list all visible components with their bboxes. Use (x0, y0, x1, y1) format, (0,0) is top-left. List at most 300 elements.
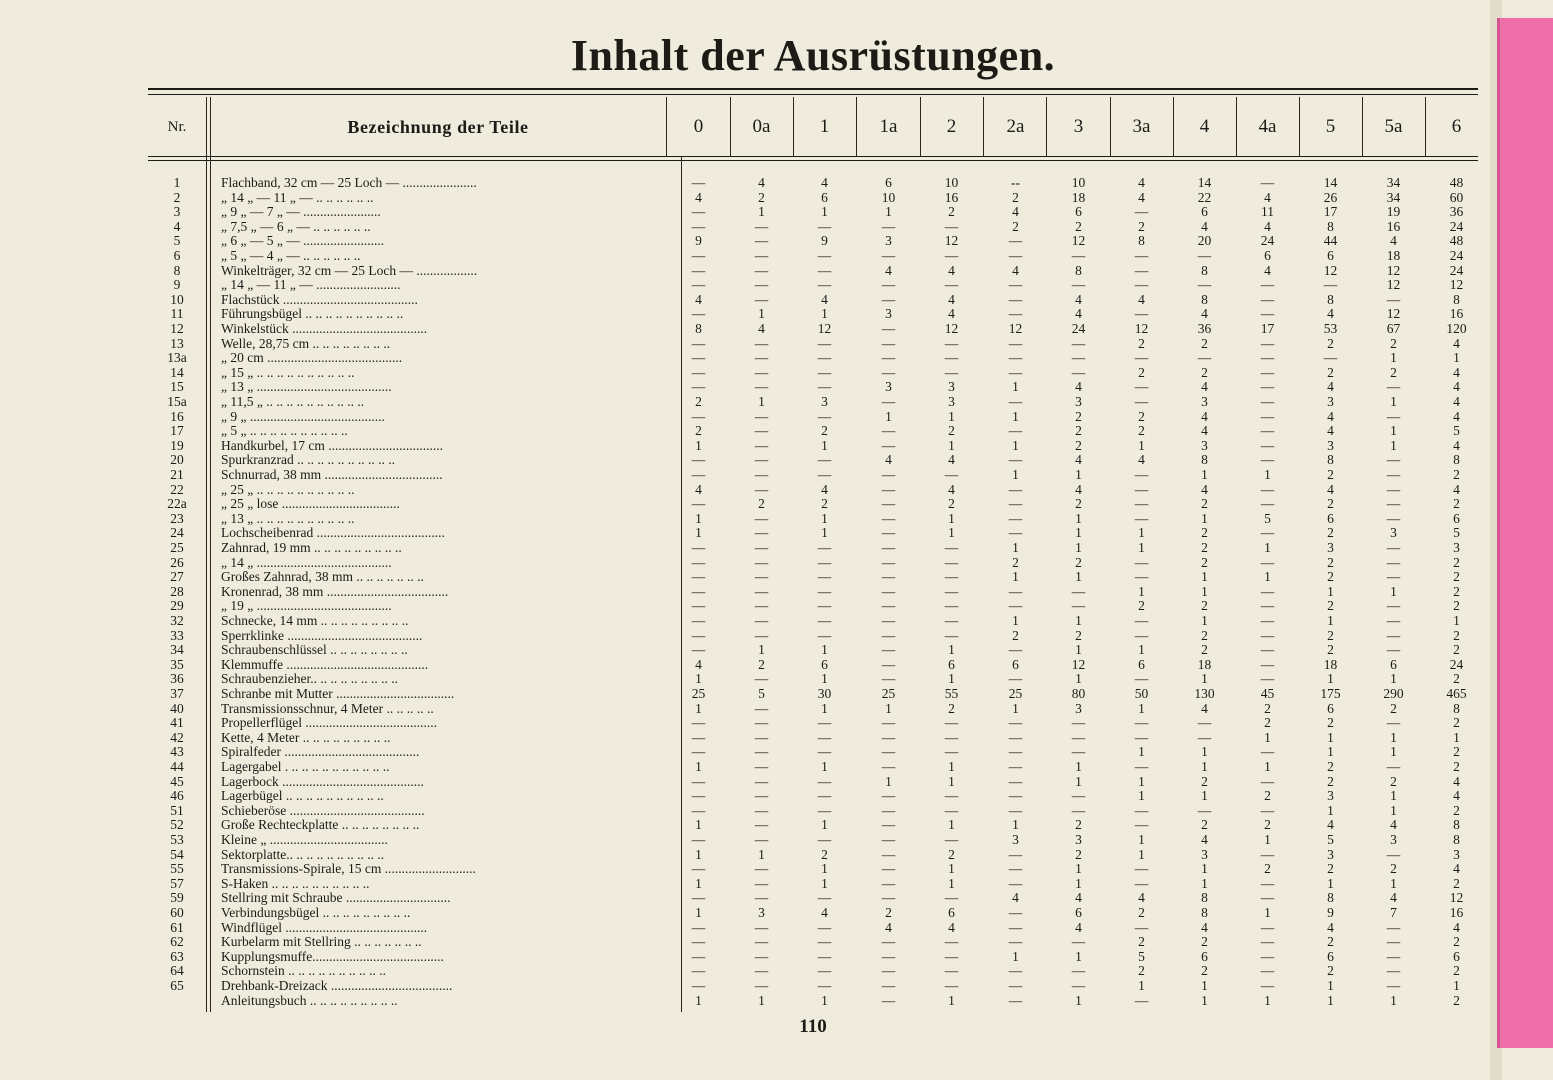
quantity-cell: — (754, 452, 769, 468)
header-col-4: 2 (946, 116, 957, 137)
quantity-cell: 1 (821, 437, 828, 453)
quantity-cell: — (881, 335, 896, 351)
quantity-cell: 2 (1327, 759, 1334, 774)
quantity-cell: 22 (1197, 189, 1212, 205)
quantity-cell: — (817, 729, 832, 745)
quantity-cell: — (1134, 204, 1149, 220)
quantity-cell: — (881, 846, 896, 862)
quantity-cell: — (1008, 729, 1023, 745)
quantity-cell: 8 (1138, 233, 1145, 249)
quantity-cell: 3 (948, 379, 955, 395)
quantity-cell: — (881, 744, 896, 760)
quantity-cell: 1 (948, 671, 955, 687)
quantity-cell: 24 (1449, 656, 1464, 672)
row-number: 65 (170, 978, 184, 993)
quantity-cell: — (1260, 978, 1275, 993)
part-name: Stellring mit Schraube ............................... (221, 891, 451, 906)
quantity-cell: — (1386, 510, 1401, 526)
table-row (148, 643, 1478, 658)
quantity-cell: 4 (695, 481, 702, 497)
quantity-cell: 2 (695, 394, 702, 409)
part-name: Großes Zahnrad, 38 mm .. .. .. .. .. .. .. (221, 570, 424, 585)
header-col-6: 3 (1073, 116, 1084, 137)
table-row (148, 395, 1478, 410)
quantity-cell: 2 (1138, 598, 1145, 614)
quantity-cell: — (1134, 467, 1149, 482)
quantity-cell: 2 (1453, 759, 1460, 774)
quantity-cell: 4 (1012, 890, 1019, 906)
table-row (148, 570, 1478, 585)
row-number: 24 (170, 525, 184, 541)
quantity-cell: — (944, 218, 959, 234)
quantity-cell: 6 (885, 175, 892, 190)
part-name: Schnecke, 14 mm .. .. .. .. .. .. .. .. .. (221, 614, 409, 628)
quantity-cell: 1 (1201, 992, 1208, 1008)
header-column-line (1299, 97, 1300, 157)
quantity-cell: — (1071, 364, 1086, 380)
quantity-cell: 1 (1201, 569, 1208, 585)
quantity-cell: — (1008, 233, 1023, 249)
quantity-cell: 16 (1449, 905, 1464, 920)
quantity-cell: 4 (1453, 861, 1460, 877)
table-row (148, 994, 1478, 1009)
quantity-cell: 2 (1201, 817, 1208, 833)
quantity-cell: 1 (1390, 788, 1397, 804)
quantity-cell: — (1260, 948, 1275, 964)
part-name: „ 14 „ ........................................ (221, 555, 392, 570)
table-row (148, 702, 1478, 717)
part-name: „ 7,5 „ — 6 „ — .. .. .. .. .. .. (221, 219, 371, 234)
quantity-cell: — (691, 335, 706, 351)
quantity-cell: — (754, 481, 769, 497)
quantity-cell: 19 (1386, 204, 1401, 220)
quantity-cell: 1 (1327, 978, 1334, 993)
quantity-cell: 1 (1012, 569, 1019, 585)
quantity-cell: — (1008, 875, 1023, 891)
part-name: Winkelstück ........................................ (221, 322, 428, 336)
quantity-cell: — (691, 569, 706, 585)
quantity-cell: — (1260, 846, 1275, 862)
quantity-cell: 1 (1138, 525, 1145, 541)
quantity-cell: 2 (1327, 934, 1334, 950)
part-name: Zahnrad, 19 mm .. .. .. .. .. .. .. .. .. (221, 541, 402, 555)
quantity-cell: — (817, 963, 832, 979)
quantity-cell: 1 (1453, 350, 1460, 366)
quantity-cell: 12 (1449, 890, 1464, 906)
row-number: 57 (170, 875, 184, 891)
quantity-cell: — (881, 437, 896, 453)
quantity-cell: 6 (821, 656, 828, 672)
table-row (148, 745, 1478, 760)
quantity-cell: 14 (1197, 175, 1212, 190)
quantity-cell: 1 (948, 437, 955, 453)
table-row (148, 439, 1478, 454)
header-top-rule-thin (148, 94, 1478, 95)
quantity-cell: 1 (1453, 729, 1460, 745)
quantity-cell: 6 (1327, 700, 1334, 716)
quantity-cell: 12 (1386, 262, 1401, 278)
quantity-cell: 2 (1327, 569, 1334, 585)
quantity-cell: 4 (1012, 262, 1019, 278)
quantity-cell: 1 (1390, 583, 1397, 599)
quantity-cell: 20 (1197, 233, 1212, 249)
quantity-cell: — (691, 175, 706, 190)
quantity-cell: 2 (1138, 905, 1145, 920)
quantity-cell: — (881, 613, 896, 628)
quantity-cell: — (1260, 394, 1275, 409)
quantity-cell: 1 (1075, 525, 1082, 541)
quantity-cell: — (1260, 408, 1275, 424)
row-number: 6 (173, 248, 181, 263)
quantity-cell: — (754, 875, 769, 891)
quantity-cell: 4 (1201, 218, 1208, 234)
quantity-cell: 1 (695, 510, 702, 526)
quantity-cell: 4 (1075, 291, 1082, 307)
quantity-cell: — (1134, 875, 1149, 891)
quantity-cell: 25 (691, 686, 706, 701)
quantity-cell: 1 (1012, 379, 1019, 395)
quantity-cell: 2 (948, 423, 955, 439)
row-number: 59 (170, 890, 184, 906)
quantity-cell: 18 (1323, 656, 1338, 672)
quantity-cell: 2 (1138, 963, 1145, 979)
quantity-cell: 3 (1390, 525, 1397, 541)
quantity-cell: 2 (1390, 773, 1397, 789)
quantity-cell: — (1260, 423, 1275, 439)
row-number: 1 (173, 175, 181, 190)
quantity-cell: — (881, 729, 896, 745)
quantity-cell: — (1386, 715, 1401, 731)
table-row (148, 658, 1478, 673)
quantity-cell: — (944, 627, 959, 643)
quantity-cell: — (1197, 277, 1212, 293)
quantity-cell: 1 (1390, 729, 1397, 745)
quantity-cell: 4 (1075, 481, 1082, 497)
quantity-cell: 2 (1327, 525, 1334, 541)
part-name: „ 14 „ — 11 „ — .. .. .. .. .. .. (221, 190, 374, 205)
quantity-cell: — (881, 423, 896, 439)
table-row (148, 804, 1478, 819)
quantity-cell: — (691, 408, 706, 424)
quantity-cell: — (754, 525, 769, 541)
quantity-cell: 2 (1201, 642, 1208, 658)
quantity-cell: 4 (885, 452, 892, 468)
table-row (148, 775, 1478, 790)
quantity-cell: — (754, 715, 769, 731)
quantity-cell: 6 (1075, 905, 1082, 920)
quantity-cell: 1 (821, 510, 828, 526)
quantity-cell: 1 (1138, 642, 1145, 658)
part-name: „ 13 „ .. .. .. .. .. .. .. .. .. .. (221, 511, 355, 526)
quantity-cell: 1 (1201, 671, 1208, 687)
header-column-line (730, 97, 731, 157)
quantity-cell: 2 (1201, 525, 1208, 541)
quantity-cell: — (944, 788, 959, 804)
quantity-cell: 1 (821, 759, 828, 774)
quantity-cell: 1 (1012, 700, 1019, 716)
table-row (148, 614, 1478, 629)
quantity-cell: — (691, 788, 706, 804)
quantity-cell: — (691, 598, 706, 614)
quantity-cell: — (1197, 715, 1212, 731)
quantity-cell: — (754, 437, 769, 453)
quantity-cell: — (1386, 481, 1401, 497)
quantity-cell: — (1008, 598, 1023, 614)
row-number: 9 (173, 277, 181, 293)
header-column-line (210, 97, 211, 157)
quantity-cell: 2 (948, 204, 955, 220)
quantity-cell: 1 (1390, 802, 1397, 818)
quantity-cell: 1 (948, 773, 955, 789)
quantity-cell: 2 (1327, 963, 1334, 979)
quantity-cell: — (1134, 715, 1149, 731)
quantity-cell: 2 (1138, 218, 1145, 234)
quantity-cell: 8 (1075, 262, 1082, 278)
quantity-cell: 1 (695, 905, 702, 920)
quantity-cell: 4 (1075, 919, 1082, 935)
quantity-cell: 2 (1264, 715, 1271, 731)
quantity-cell: 17 (1260, 321, 1275, 336)
header-top-rule (148, 88, 1478, 90)
quantity-cell: 4 (1453, 364, 1460, 380)
quantity-cell: — (881, 627, 896, 643)
quantity-cell: 5 (1453, 423, 1460, 439)
quantity-cell: 2 (1075, 218, 1082, 234)
quantity-cell: 8 (1327, 218, 1334, 234)
quantity-cell: 2 (758, 189, 765, 205)
quantity-cell: — (1008, 248, 1023, 263)
quantity-cell: — (944, 948, 959, 964)
quantity-cell: 6 (1201, 948, 1208, 964)
table-row (148, 818, 1478, 833)
quantity-cell: 3 (1327, 437, 1334, 453)
quantity-cell: — (944, 729, 959, 745)
quantity-cell: 4 (1201, 408, 1208, 424)
quantity-cell: — (1386, 613, 1401, 628)
quantity-cell: — (1008, 364, 1023, 380)
header-col-7: 3a (1132, 116, 1151, 137)
quantity-cell: — (1260, 656, 1275, 672)
quantity-cell: 175 (1320, 686, 1341, 701)
quantity-cell: 3 (1201, 394, 1208, 409)
quantity-cell: 25 (881, 686, 896, 701)
quantity-cell: 1 (948, 875, 955, 891)
row-number: 51 (170, 802, 184, 818)
part-name: Lagergabel . .. .. .. .. .. .. .. .. .. .. (221, 760, 390, 774)
quantity-cell: — (1386, 569, 1401, 585)
quantity-cell: 2 (1138, 364, 1145, 380)
quantity-cell: — (1260, 963, 1275, 979)
table-row (148, 205, 1478, 220)
quantity-cell: 1 (758, 204, 765, 220)
quantity-cell: — (944, 598, 959, 614)
quantity-cell: — (944, 335, 959, 351)
table-row (148, 366, 1478, 381)
quantity-cell: 2 (1075, 554, 1082, 570)
quantity-cell: 1 (1075, 992, 1082, 1008)
quantity-cell: 2 (1201, 934, 1208, 950)
quantity-cell: — (817, 627, 832, 643)
row-number: 36 (170, 671, 184, 687)
quantity-cell: — (1386, 948, 1401, 964)
quantity-cell: — (1386, 627, 1401, 643)
table-row (148, 497, 1478, 512)
quantity-cell: 4 (1201, 481, 1208, 497)
quantity-cell: 12 (1134, 321, 1149, 336)
row-number: 5 (173, 233, 181, 249)
quantity-cell: 1 (1138, 832, 1145, 847)
quantity-cell: 1 (885, 408, 892, 424)
quantity-cell: 1 (1075, 510, 1082, 526)
quantity-cell: — (817, 744, 832, 760)
quantity-cell: — (1008, 452, 1023, 468)
quantity-cell: — (1008, 423, 1023, 439)
header-nr: Nr. (167, 118, 187, 135)
quantity-cell: 12 (1386, 306, 1401, 322)
quantity-cell: 12 (944, 233, 959, 249)
quantity-cell: 24 (1449, 262, 1464, 278)
quantity-cell: 2 (1327, 715, 1334, 731)
quantity-cell: 4 (1264, 218, 1271, 234)
quantity-cell: — (944, 978, 959, 993)
quantity-cell: — (1260, 802, 1275, 818)
quantity-cell: — (691, 642, 706, 658)
quantity-cell: — (1197, 350, 1212, 366)
quantity-cell: — (754, 788, 769, 804)
quantity-cell: 9 (1327, 905, 1334, 920)
quantity-cell: — (881, 832, 896, 847)
quantity-cell: — (881, 788, 896, 804)
quantity-cell: 1 (821, 861, 828, 877)
quantity-cell: 12 (1386, 277, 1401, 293)
row-number: 23 (170, 510, 184, 526)
quantity-cell: — (691, 306, 706, 322)
quantity-cell: 4 (758, 321, 765, 336)
table-row (148, 921, 1478, 936)
quantity-cell: — (1008, 992, 1023, 1008)
quantity-cell: 4 (948, 481, 955, 497)
quantity-cell: — (1071, 715, 1086, 731)
part-name: Lagerbügel .. .. .. .. .. .. .. .. .. .. (221, 789, 384, 804)
quantity-cell: 1 (1264, 540, 1271, 555)
quantity-cell: — (1386, 846, 1401, 862)
quantity-cell: 8 (1453, 452, 1460, 468)
quantity-cell: 4 (1012, 204, 1019, 220)
quantity-cell: 8 (1453, 291, 1460, 307)
quantity-cell: 4 (1327, 817, 1334, 833)
quantity-cell: — (881, 364, 896, 380)
quantity-cell: 1 (1327, 992, 1334, 1008)
quantity-cell: — (1008, 671, 1023, 687)
part-name: Welle, 28,75 cm .. .. .. .. .. .. .. .. (221, 336, 391, 351)
quantity-cell: — (754, 700, 769, 716)
quantity-cell: — (1008, 481, 1023, 497)
quantity-cell: 1 (821, 671, 828, 687)
quantity-cell: — (1260, 613, 1275, 628)
quantity-cell: 4 (1138, 175, 1145, 190)
header-col-11: 5a (1384, 116, 1403, 137)
quantity-cell: — (1260, 175, 1275, 190)
quantity-cell: — (1008, 788, 1023, 804)
quantity-cell: — (754, 817, 769, 833)
quantity-cell: 4 (948, 452, 955, 468)
quantity-cell: 1 (1327, 613, 1334, 628)
table-row (148, 935, 1478, 950)
quantity-cell: 2 (758, 496, 765, 512)
quantity-cell: 80 (1071, 686, 1086, 701)
quantity-cell: — (691, 452, 706, 468)
row-number: 41 (170, 715, 184, 731)
row-number: 19 (170, 437, 184, 453)
quantity-cell: 2 (1453, 554, 1460, 570)
quantity-cell: 1 (695, 437, 702, 453)
quantity-cell: — (944, 802, 959, 818)
quantity-cell: — (1071, 350, 1086, 366)
quantity-cell: 2 (1201, 335, 1208, 351)
quantity-cell: 4 (1327, 423, 1334, 439)
quantity-cell: 8 (1327, 890, 1334, 906)
quantity-cell: — (1071, 277, 1086, 293)
quantity-cell: 2 (1075, 846, 1082, 862)
quantity-cell: — (1134, 992, 1149, 1008)
quantity-cell: 2 (1453, 467, 1460, 482)
quantity-cell: — (944, 277, 959, 293)
quantity-cell: 2 (821, 423, 828, 439)
quantity-cell: 48 (1449, 233, 1464, 249)
part-name: S-Haken .. .. .. .. .. .. .. .. .. .. (221, 876, 370, 891)
quantity-cell: — (817, 948, 832, 964)
row-number: 63 (170, 948, 184, 964)
quantity-cell: 1 (1138, 540, 1145, 555)
quantity-cell: — (817, 467, 832, 482)
quantity-cell: 12 (1323, 262, 1338, 278)
quantity-cell: — (1197, 729, 1212, 745)
quantity-cell: — (817, 715, 832, 731)
quantity-cell: 4 (1075, 890, 1082, 906)
quantity-cell: 1 (1075, 948, 1082, 964)
quantity-cell: 1 (1012, 817, 1019, 833)
table-row (148, 249, 1478, 264)
quantity-cell: — (754, 861, 769, 877)
quantity-cell: 4 (1453, 394, 1460, 409)
quantity-cell: 4 (1453, 773, 1460, 789)
quantity-cell: — (691, 364, 706, 380)
quantity-cell: 2 (1012, 218, 1019, 234)
quantity-cell: — (1260, 437, 1275, 453)
quantity-cell: — (1134, 496, 1149, 512)
quantity-cell: 4 (1390, 890, 1397, 906)
quantity-cell: — (1260, 496, 1275, 512)
quantity-cell: — (1386, 291, 1401, 307)
quantity-cell: 18 (1071, 189, 1086, 205)
quantity-cell: 2 (1453, 642, 1460, 658)
quantity-cell: — (1323, 277, 1338, 293)
table-row (148, 278, 1478, 293)
quantity-cell: 4 (948, 291, 955, 307)
quantity-cell: 2 (1201, 627, 1208, 643)
quantity-cell: — (1134, 350, 1149, 366)
quantity-cell: — (691, 934, 706, 950)
quantity-cell: 4 (1453, 408, 1460, 424)
quantity-cell: — (754, 978, 769, 993)
quantity-cell: — (881, 948, 896, 964)
quantity-cell: — (1071, 248, 1086, 263)
quantity-cell: — (817, 408, 832, 424)
quantity-cell: — (754, 729, 769, 745)
quantity-cell: — (1134, 729, 1149, 745)
quantity-cell: 4 (1201, 919, 1208, 935)
quantity-cell: — (1134, 394, 1149, 409)
